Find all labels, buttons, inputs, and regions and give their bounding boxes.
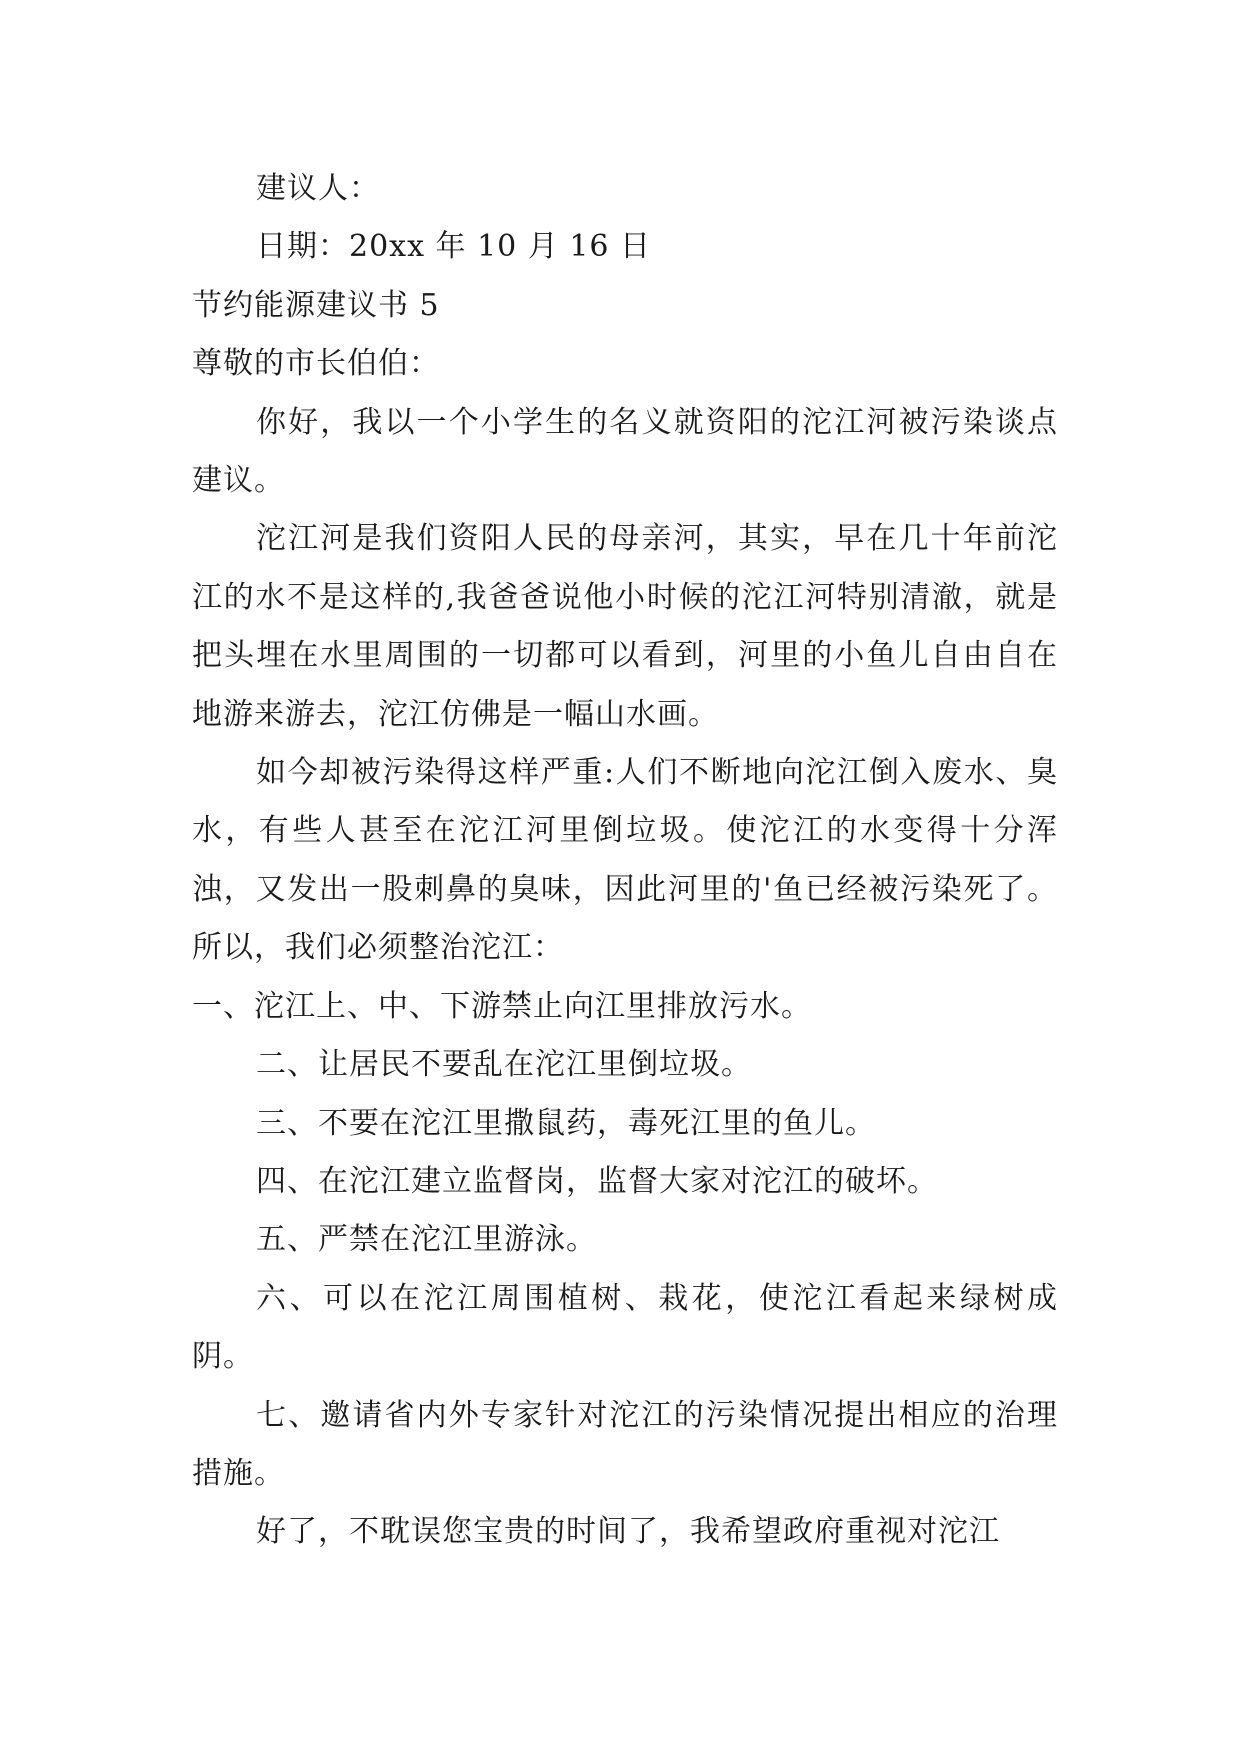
proposer-label: 建议人： — [256, 171, 380, 206]
suggestion-item-6: 六、可以在沱江周围植树、栽花，使沱江看起来绿树成阴。 — [192, 1280, 1058, 1375]
suggestion-item-2: 二、让居民不要乱在沱江里倒垃圾。 — [256, 1047, 752, 1083]
salutation: 尊敬的市长伯伯： — [192, 346, 440, 382]
paragraph-problem: 如今却被污染得这样严重:人们不断地向沱江倒入废水、臭水，有些人甚至在沱江河里倒垃圾。使沱江的水变得十分浑浊，又发出一股刺鼻的臭味，因此河里的'鱼已经被污染死了。所以，我们必须整治沱江： — [192, 755, 1058, 966]
suggestion-item-5: 五、严禁在沱江里游泳。 — [256, 1222, 597, 1258]
section-title: 节约能源建议书 5 — [192, 287, 440, 323]
suggestion-item-7: 七、邀请省内外专家针对沱江的污染情况提出相应的治理措施。 — [192, 1397, 1058, 1491]
paragraph-background: 沱江河是我们资阳人民的母亲河，其实，早在几十年前沱江的水不是这样的,我爸爸说他小时候的沱江河特别清澈，就是把头埋在水里周围的一切都可以看到，河里的小鱼儿自由自在地游来游去，沱江仿佛是一幅山水画。 — [192, 521, 1058, 732]
suggestion-item-4: 四、在沱江建立监督岗，监督大家对沱江的破坏。 — [256, 1163, 938, 1199]
document-body — [192, 160, 1058, 1562]
suggestion-item-1: 一、沱江上、中、下游禁止向江里排放污水。 — [192, 988, 812, 1024]
suggestion-item-3: 三、不要在沱江里撒鼠药，毒死江里的鱼儿。 — [256, 1105, 876, 1141]
paragraph-closing: 好了，不耽误您宝贵的时间了，我希望政府重视对沱江 — [256, 1514, 1000, 1550]
date-line: 日期：20xx 年 10 月 16 日 — [256, 229, 652, 265]
paragraph-intro: 你好，我以一个小学生的名义就资阳的沱江河被污染谈点建议。 — [192, 404, 1058, 499]
